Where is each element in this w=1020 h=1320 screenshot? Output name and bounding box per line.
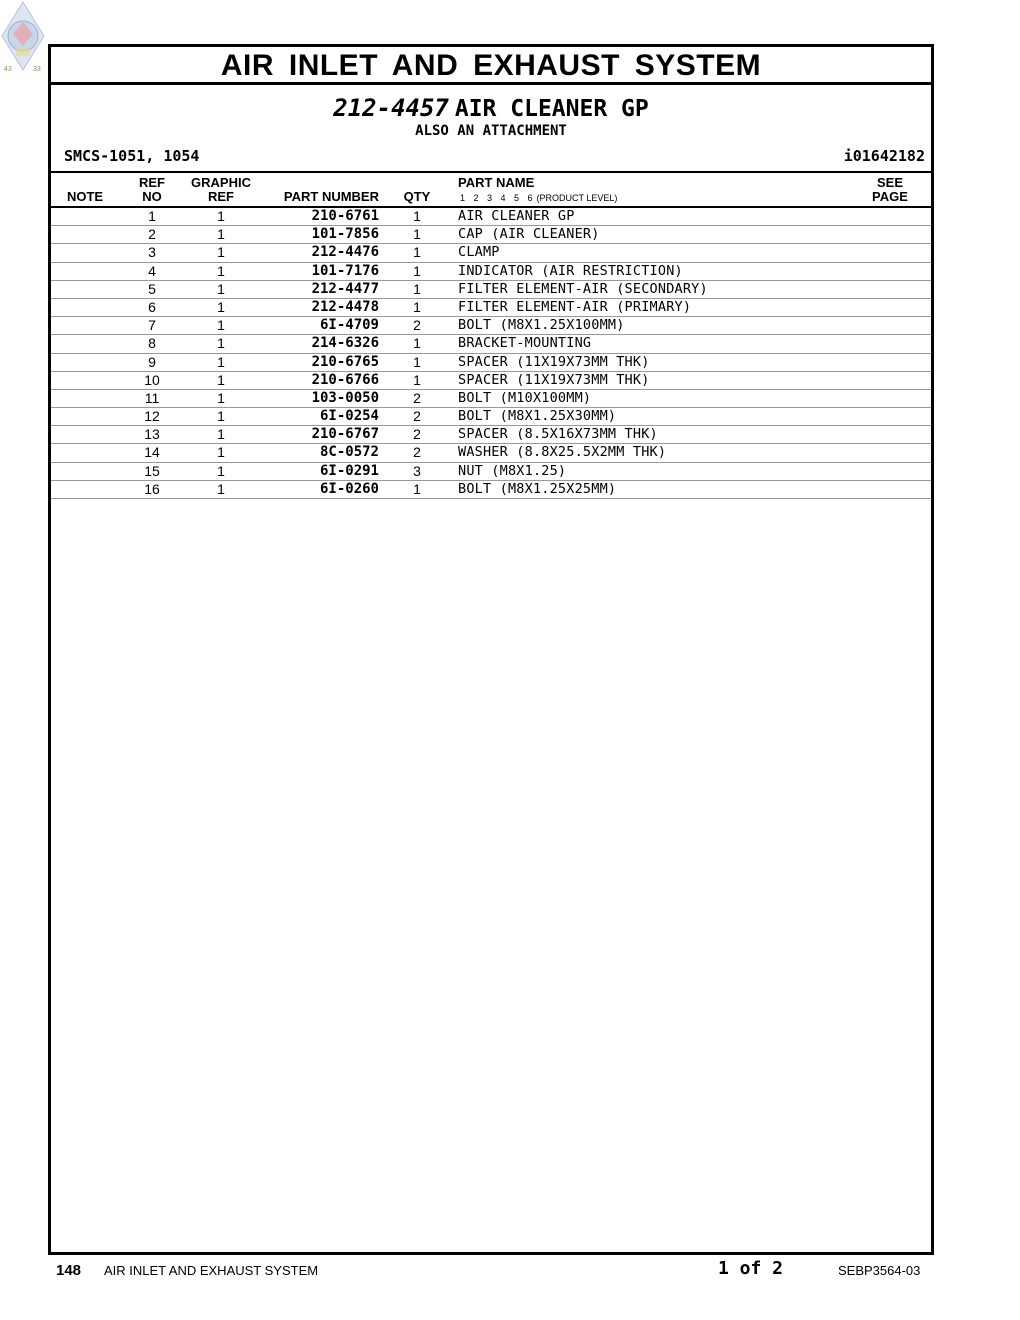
ref-no-cell: 12	[144, 408, 160, 425]
ref-no-cell: 9	[148, 353, 156, 370]
ref-no-cell: 2	[148, 226, 156, 243]
graphic-ref-cell: 1	[217, 208, 225, 224]
ref-no-cell: 3	[148, 244, 156, 261]
part-name-cell: FILTER ELEMENT-AIR (PRIMARY)	[458, 298, 692, 315]
title-bar	[51, 47, 931, 85]
table-row	[51, 208, 931, 226]
sheet-indicator: 1 of 2	[718, 1258, 784, 1279]
part-number-cell: 210-6767	[311, 426, 379, 443]
table-row	[51, 390, 931, 408]
part-number-cell: 212-4476	[311, 244, 379, 261]
page-title: AIR INLET AND EXHAUST SYSTEM	[220, 49, 762, 82]
part-name-cell: AIR CLEANER GP	[458, 208, 575, 224]
graphic-ref-cell: 1	[217, 262, 225, 279]
page-number: 148	[56, 1262, 82, 1279]
qty-cell: 3	[413, 462, 421, 479]
ref-no-cell: 11	[144, 389, 160, 406]
part-name-cell: BOLT (M10X100MM)	[458, 389, 592, 406]
group-name: AIR CLEANER GP	[454, 96, 649, 122]
part-name-cell: FILTER ELEMENT-AIR (SECONDARY)	[458, 280, 708, 297]
table-row	[51, 244, 931, 262]
col-ref-no-bottom: NO	[142, 189, 162, 204]
graphic-ref-cell: 1	[217, 480, 225, 497]
qty-cell: 2	[413, 317, 421, 334]
qty-cell: 1	[413, 208, 421, 224]
qty-cell: 1	[413, 262, 421, 279]
graphic-ref-cell: 1	[217, 353, 225, 370]
part-number-cell: 210-6765	[311, 353, 379, 370]
qty-cell: 2	[413, 389, 421, 406]
table-row	[51, 408, 931, 426]
part-name-cell: CLAMP	[458, 244, 500, 261]
col-qty: QTY	[403, 189, 431, 204]
part-number-cell: 103-0050	[311, 389, 379, 406]
part-number-cell: 8C-0572	[319, 444, 379, 461]
qty-cell: 1	[413, 244, 421, 261]
table-row	[51, 463, 931, 481]
graphic-ref-cell: 1	[217, 280, 225, 297]
ref-no-cell: 10	[144, 371, 160, 388]
parts-list-frame	[48, 44, 934, 1255]
col-graphic-ref	[186, 176, 256, 204]
ref-no-cell: 1	[148, 208, 156, 224]
graphic-ref-cell: 1	[217, 335, 225, 352]
group-subtitle: ALSO AN ATTACHMENT	[415, 123, 567, 139]
col-product-levels	[460, 193, 617, 203]
part-name-cell: SPACER (8.5X16X73MM THK)	[458, 426, 658, 443]
col-graphic-bottom: REF	[208, 189, 234, 204]
footer-section-title: AIR INLET AND EXHAUST SYSTEM	[104, 1263, 319, 1278]
part-number-cell: 101-7856	[311, 226, 379, 243]
table-row	[51, 299, 931, 317]
col-note: NOTE	[66, 189, 104, 204]
ref-no-cell: 16	[144, 480, 160, 497]
graphic-ref-cell: 1	[217, 462, 225, 479]
graphic-ref-cell: 1	[217, 444, 225, 461]
part-name-cell: BOLT (M8X1.25X25MM)	[458, 480, 617, 497]
graphic-ref-cell: 1	[217, 298, 225, 315]
graphic-ref-cell: 1	[217, 226, 225, 243]
group-header	[51, 85, 931, 173]
part-number-cell: 210-6766	[311, 371, 379, 388]
graphic-ref-cell: 1	[217, 426, 225, 443]
part-name-cell: BOLT (M8X1.25X100MM)	[458, 317, 625, 334]
part-name-cell: BRACKET-MOUNTING	[458, 335, 592, 352]
graphic-ref-cell: 1	[217, 244, 225, 261]
illustration-id: i01642182	[843, 147, 925, 165]
qty-cell: 1	[413, 280, 421, 297]
document-number: SEBP3564-03	[838, 1263, 921, 1278]
part-number-cell: 212-4478	[311, 298, 379, 315]
table-row	[51, 281, 931, 299]
page-footer	[0, 1258, 1020, 1282]
ref-no-cell: 14	[144, 444, 160, 461]
part-number-cell: 214-6326	[311, 335, 379, 352]
part-number-cell: 6I-4709	[319, 317, 379, 334]
part-name-cell: CAP (AIR CLEANER)	[458, 226, 600, 243]
graphic-ref-cell: 1	[217, 408, 225, 425]
table-row	[51, 354, 931, 372]
part-number-cell: 6I-0260	[319, 480, 379, 497]
qty-cell: 1	[413, 353, 421, 370]
part-number-cell: 101-7176	[311, 262, 379, 279]
part-name-cell: WASHER (8.8X25.5X2MM THK)	[458, 444, 667, 461]
product-level-label: (PRODUCT LEVEL)	[536, 193, 618, 203]
part-name-cell: INDICATOR (AIR RESTRICTION)	[458, 262, 683, 279]
part-name-cell: BOLT (M8X1.25X30MM)	[458, 408, 617, 425]
table-row	[51, 335, 931, 353]
ref-no-cell: 7	[148, 317, 156, 334]
table-row	[51, 481, 931, 499]
table-row	[51, 263, 931, 281]
table-row	[51, 372, 931, 390]
smcs-code: SMCS-1051, 1054	[64, 147, 200, 165]
group-part-number: 212-4457	[333, 94, 449, 122]
graphic-ref-cell: 1	[217, 371, 225, 388]
part-number-cell: 6I-0291	[319, 462, 379, 479]
col-see-bottom: PAGE	[872, 189, 908, 204]
table-row	[51, 226, 931, 244]
col-see-page	[865, 176, 915, 204]
col-part-number: PART NUMBER	[283, 189, 379, 204]
column-headers	[51, 173, 931, 208]
qty-cell: 1	[413, 335, 421, 352]
part-name-cell: SPACER (11X19X73MM THK)	[458, 371, 650, 388]
part-name-cell: NUT (M8X1.25)	[458, 462, 567, 479]
ref-no-cell: 13	[144, 426, 160, 443]
ref-no-cell: 6	[148, 298, 156, 315]
qty-cell: 2	[413, 408, 421, 425]
part-number-cell: 212-4477	[311, 280, 379, 297]
product-level-numbers: 1 2 3 4 5 6	[460, 193, 533, 203]
ref-no-cell: 4	[148, 262, 156, 279]
qty-cell: 2	[413, 444, 421, 461]
col-graphic-top: GRAPHIC	[191, 175, 251, 190]
ref-no-cell: 15	[144, 462, 160, 479]
graphic-ref-cell: 1	[217, 389, 225, 406]
qty-cell: 1	[413, 226, 421, 243]
logo-left-number: 43	[4, 66, 12, 73]
qty-cell: 1	[413, 480, 421, 497]
graphic-ref-cell: 1	[217, 317, 225, 334]
qty-cell: 1	[413, 371, 421, 388]
col-ref-no	[131, 176, 173, 204]
qty-cell: 1	[413, 298, 421, 315]
part-name-cell: SPACER (11X19X73MM THK)	[458, 353, 650, 370]
group-title-line	[51, 93, 931, 127]
dealer-logo-icon	[0, 0, 46, 78]
part-number-cell: 210-6761	[311, 208, 379, 224]
table-row	[51, 444, 931, 462]
ref-no-cell: 8	[148, 335, 156, 352]
col-see-top: SEE	[876, 175, 903, 190]
col-ref-no-top: REF	[139, 175, 165, 190]
col-part-name: PART NAME	[458, 175, 535, 190]
table-row	[51, 317, 931, 335]
qty-cell: 2	[413, 426, 421, 443]
table-row	[51, 426, 931, 444]
ref-no-cell: 5	[148, 280, 156, 297]
part-number-cell: 6I-0254	[319, 408, 379, 425]
logo-right-number: 33	[33, 66, 41, 73]
parts-table	[51, 208, 931, 499]
